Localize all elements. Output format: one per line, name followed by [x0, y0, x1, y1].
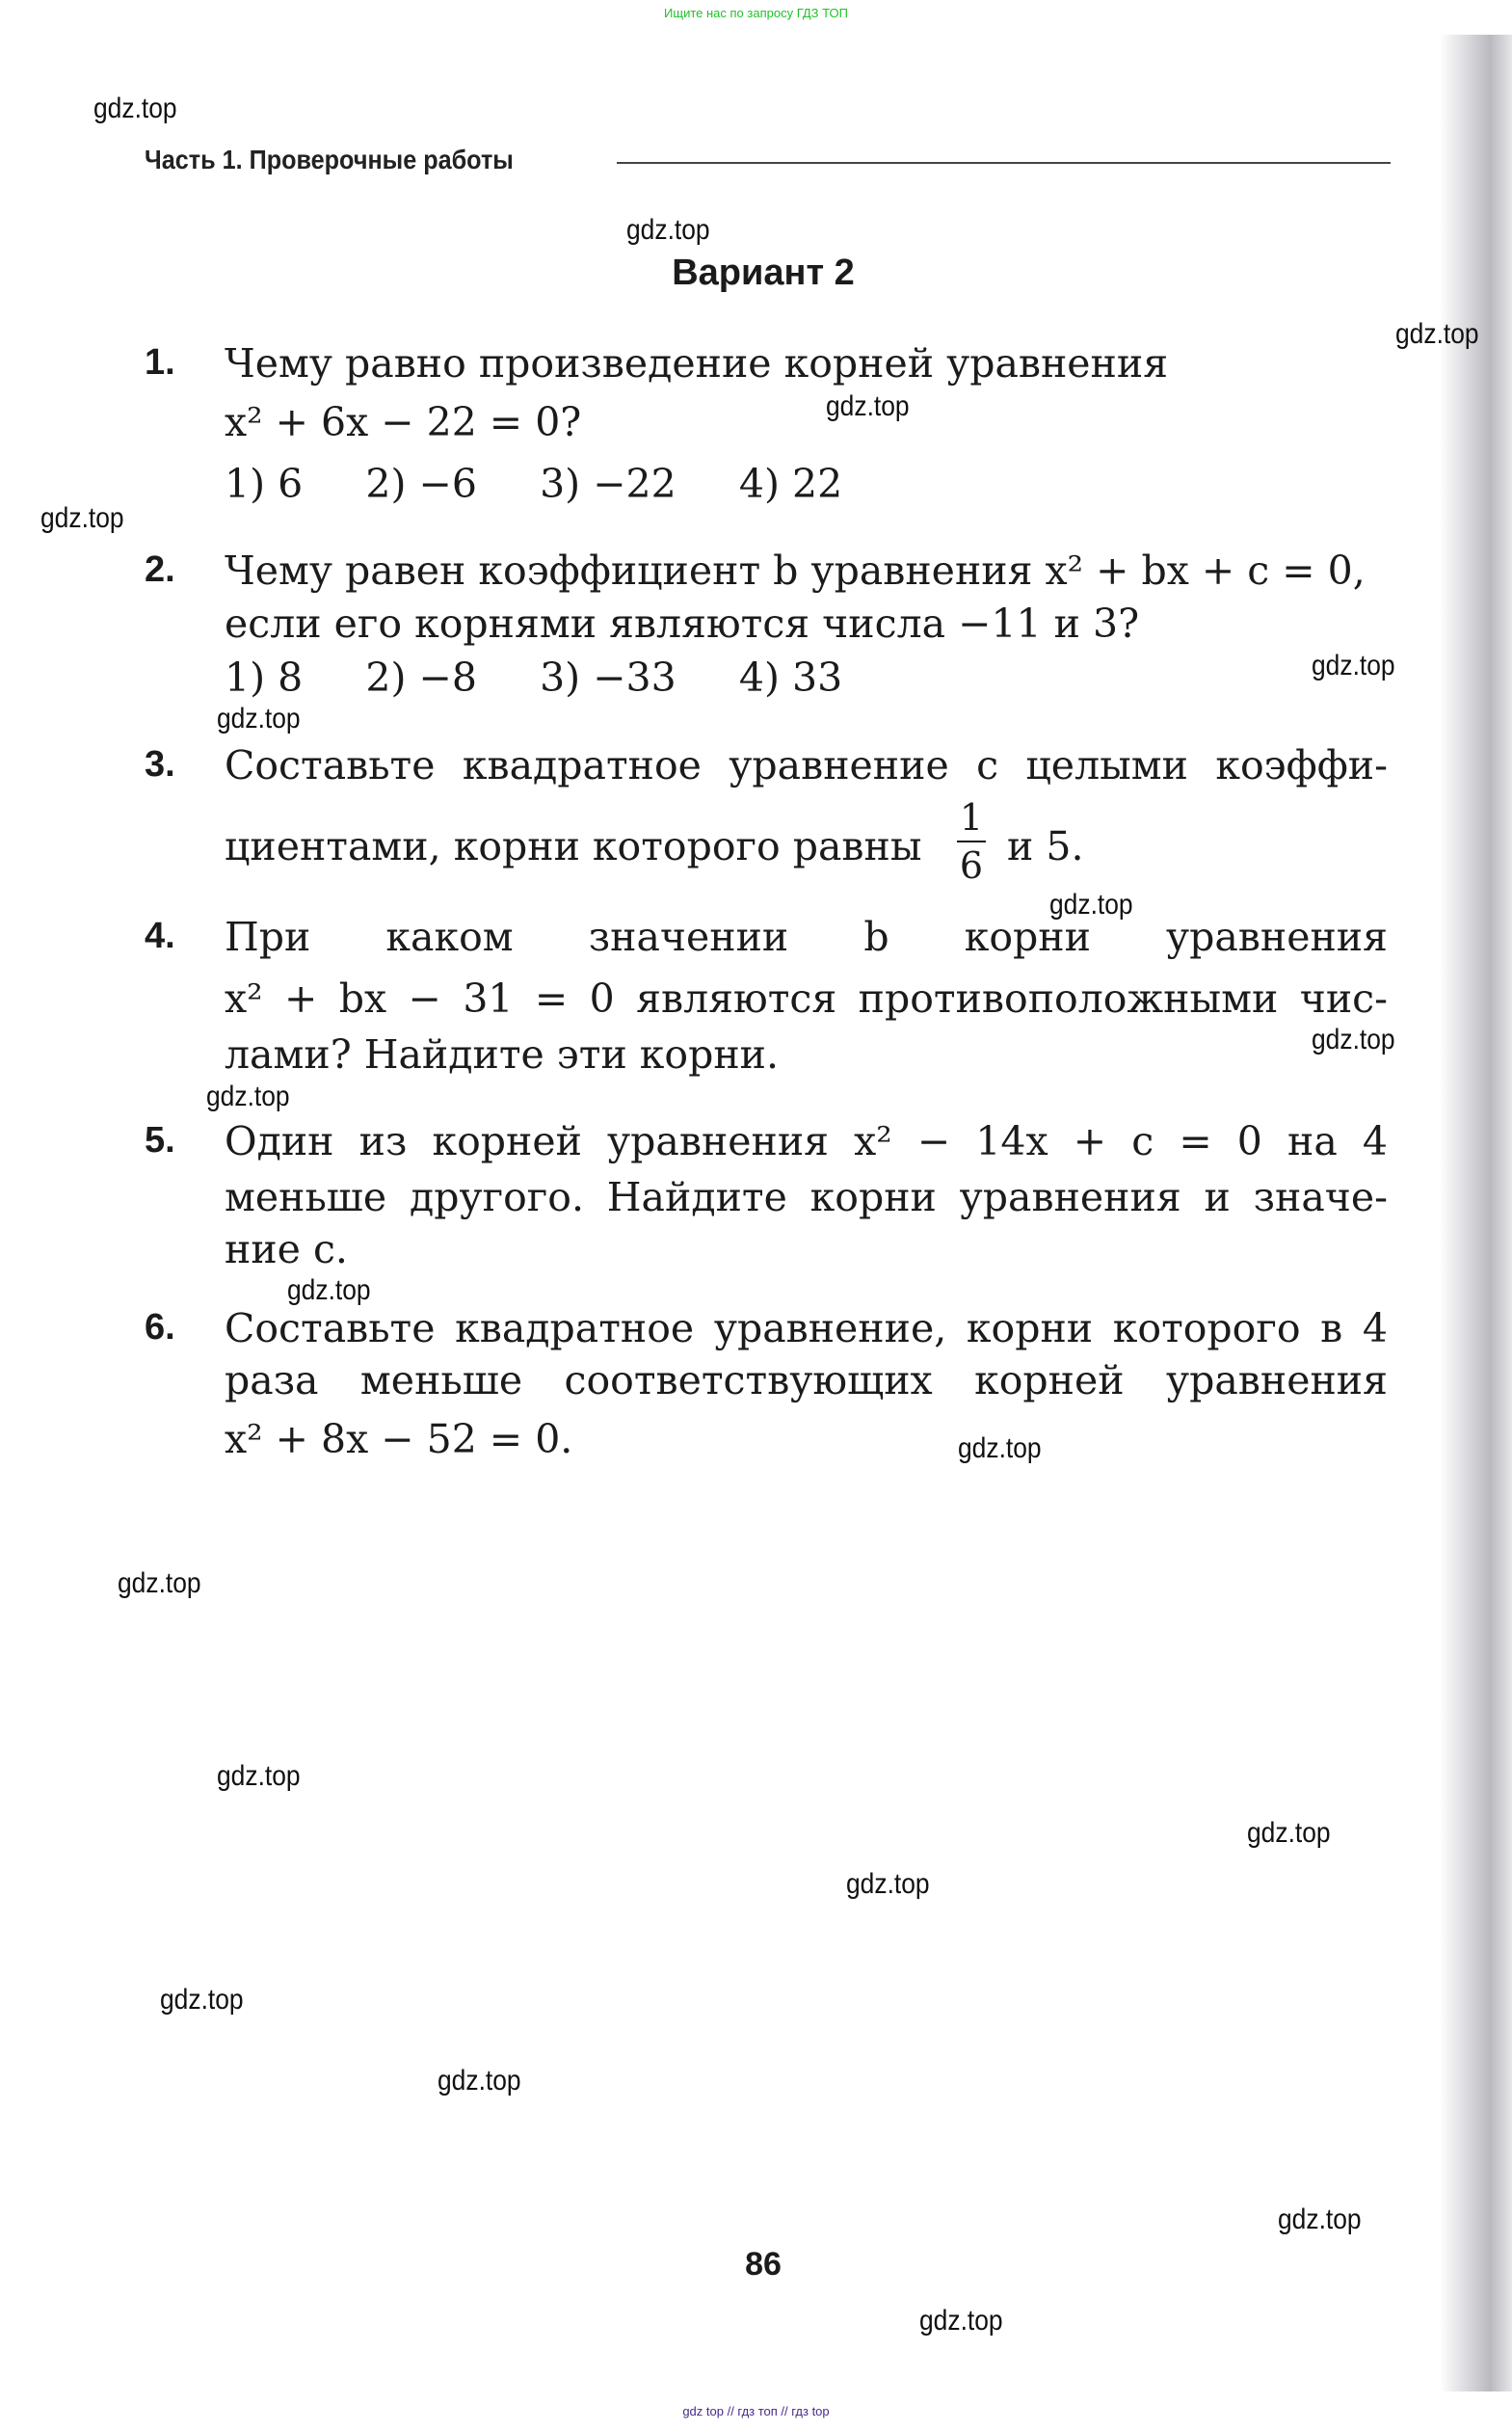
- question-line: ние c.: [225, 1226, 348, 1272]
- watermark: gdz.top: [206, 1081, 290, 1112]
- variant-title: Вариант 2: [672, 253, 855, 293]
- watermark: gdz.top: [919, 2305, 1003, 2337]
- watermark: gdz.top: [93, 93, 177, 124]
- question-number: 5.: [145, 1120, 175, 1161]
- question-line: раза меньше соответствующих корней уравнения: [225, 1357, 1388, 1403]
- watermark: gdz.top: [1278, 2204, 1362, 2235]
- watermark: gdz.top: [287, 1274, 371, 1306]
- question-line: циентами, корни которого равны: [225, 823, 922, 869]
- top-search-note: Ищите нас по запросу ГДЗ ТОП: [664, 6, 848, 20]
- question-line: Составьте квадратное уравнение с целыми коэффи-: [225, 742, 1388, 788]
- bottom-note: gdz top // гдз топ // гдз top: [682, 2404, 830, 2418]
- question-number: 3.: [145, 744, 175, 785]
- watermark: gdz.top: [1049, 889, 1133, 921]
- watermark: gdz.top: [826, 390, 910, 422]
- question-line: Чему равно произведение корней уравнения: [225, 340, 1169, 387]
- question-line: меньше другого. Найдите корни уравнения и значе-: [225, 1174, 1388, 1220]
- question-line: Один из корней уравнения x² − 14x + c = 0 на 4: [225, 1118, 1388, 1164]
- question-line: Чему равен коэффициент b уравнения x² + bx + c = 0,: [225, 548, 1366, 594]
- answer-options: 1) 8 2) −8 3) −33 4) 33: [225, 654, 843, 701]
- header-rule: [617, 162, 1391, 164]
- question-line: x² + 8x − 52 = 0.: [225, 1416, 573, 1462]
- question-line: x² + 6x − 22 = 0?: [225, 399, 582, 445]
- watermark: gdz.top: [1247, 1817, 1331, 1849]
- question-line: x² + bx − 31 = 0 являются противоположными чис-: [225, 975, 1388, 1022]
- question-number: 2.: [145, 549, 175, 590]
- watermark: gdz.top: [438, 2065, 521, 2097]
- fraction-one-sixth: [957, 796, 986, 887]
- question-line: если его корнями являются числа −11 и 3?: [225, 601, 1140, 647]
- question-number: 6.: [145, 1307, 175, 1348]
- page-edge-shadow: [1440, 35, 1512, 2391]
- watermark: gdz.top: [217, 1760, 301, 1792]
- question-number: 1.: [145, 342, 175, 383]
- watermark: gdz.top: [1312, 650, 1395, 681]
- watermark: gdz.top: [1395, 318, 1479, 350]
- watermark: gdz.top: [217, 703, 301, 735]
- question-line: лами? Найдите эти корни.: [225, 1031, 780, 1078]
- fraction-numerator: 1: [959, 796, 984, 839]
- watermark: gdz.top: [846, 1868, 930, 1900]
- watermark: gdz.top: [626, 214, 710, 246]
- question-line: При каком значении b корни уравнения: [225, 914, 1388, 960]
- question-line: Составьте квадратное уравнение, корни которого в 4: [225, 1305, 1388, 1351]
- watermark: gdz.top: [1312, 1024, 1395, 1055]
- watermark: gdz.top: [160, 1984, 244, 2016]
- question-line: и 5.: [1007, 823, 1084, 869]
- fraction-denominator: 6: [959, 844, 984, 887]
- watermark: gdz.top: [958, 1432, 1042, 1464]
- answer-options: 1) 6 2) −6 3) −22 4) 22: [225, 461, 843, 507]
- watermark: gdz.top: [118, 1567, 201, 1599]
- section-header: Часть 1. Проверочные работы: [145, 145, 514, 174]
- watermark: gdz.top: [40, 502, 124, 534]
- question-number: 4.: [145, 916, 175, 956]
- page-number: 86: [745, 2246, 782, 2283]
- fraction-bar: [957, 841, 986, 842]
